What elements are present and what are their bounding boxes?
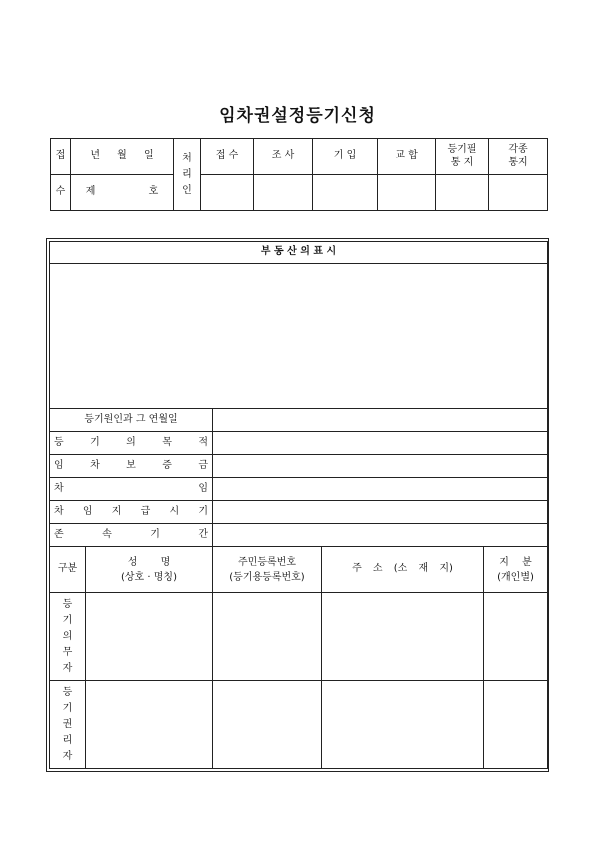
page-title: 임차권설정등기신청: [219, 106, 376, 126]
obligor-address[interactable]: [322, 593, 484, 681]
field-rent[interactable]: [213, 478, 548, 501]
field-purpose[interactable]: [213, 432, 548, 455]
col-header-share: 지 분 (개인별): [484, 547, 548, 593]
col-registration-notice: 등기필 통 지: [436, 139, 489, 175]
field-duration[interactable]: [213, 524, 548, 547]
col-proofread: 교 합: [378, 139, 436, 175]
col-various-notice: 각종 통지: [489, 139, 548, 175]
label-obligee: 등기권리자: [50, 681, 86, 769]
row-purpose: 등 기 의 목 적: [50, 432, 213, 455]
label-obligor: 등기의무자: [50, 593, 86, 681]
receipt-table: [50, 138, 548, 211]
row-duration: 존 속 기 간: [50, 524, 213, 547]
col-header-name: 성 명 (상호 · 명칭): [86, 547, 213, 593]
cell-inspect[interactable]: [254, 175, 313, 211]
property-description-area[interactable]: [50, 264, 548, 409]
cell-entry[interactable]: [313, 175, 378, 211]
cell-registration-notice[interactable]: [436, 175, 489, 211]
receipt-date-label: 년 월 일: [71, 139, 174, 175]
row-deposit: 임 차 보 증 금: [50, 455, 213, 478]
field-cause-date[interactable]: [213, 409, 548, 432]
col-entry: 기 입: [313, 139, 378, 175]
col-receipt: 접 수: [201, 139, 254, 175]
col-header-address: 주 소 (소 재 지): [322, 547, 484, 593]
property-header: 부 동 산 의 표 시: [50, 242, 548, 264]
receipt-number-label: 제 호: [71, 175, 174, 211]
application-table: [49, 241, 548, 769]
col-header-category: 구분: [50, 547, 86, 593]
cell-various-notice[interactable]: [489, 175, 548, 211]
obligor-share[interactable]: [484, 593, 548, 681]
row-cause-date: 등기원인과 그 연월일: [50, 409, 213, 432]
row-rent-payment-time: 차 임 지 급 시 기: [50, 501, 213, 524]
process-person-label: 처리인: [174, 139, 201, 211]
cell-proofread[interactable]: [378, 175, 436, 211]
receipt-jeop-label: 접: [51, 139, 71, 175]
obligor-name[interactable]: [86, 593, 213, 681]
field-deposit[interactable]: [213, 455, 548, 478]
obligor-registration-number[interactable]: [213, 593, 322, 681]
field-rent-payment-time[interactable]: [213, 501, 548, 524]
row-rent: 차 임: [50, 478, 213, 501]
obligee-registration-number[interactable]: [213, 681, 322, 769]
col-header-registration-number: 주민등록번호 (등기용등록번호): [213, 547, 322, 593]
cell-receipt[interactable]: [201, 175, 254, 211]
col-inspect: 조 사: [254, 139, 313, 175]
obligee-name[interactable]: [86, 681, 213, 769]
obligee-share[interactable]: [484, 681, 548, 769]
obligee-address[interactable]: [322, 681, 484, 769]
receipt-su-label: 수: [51, 175, 71, 211]
